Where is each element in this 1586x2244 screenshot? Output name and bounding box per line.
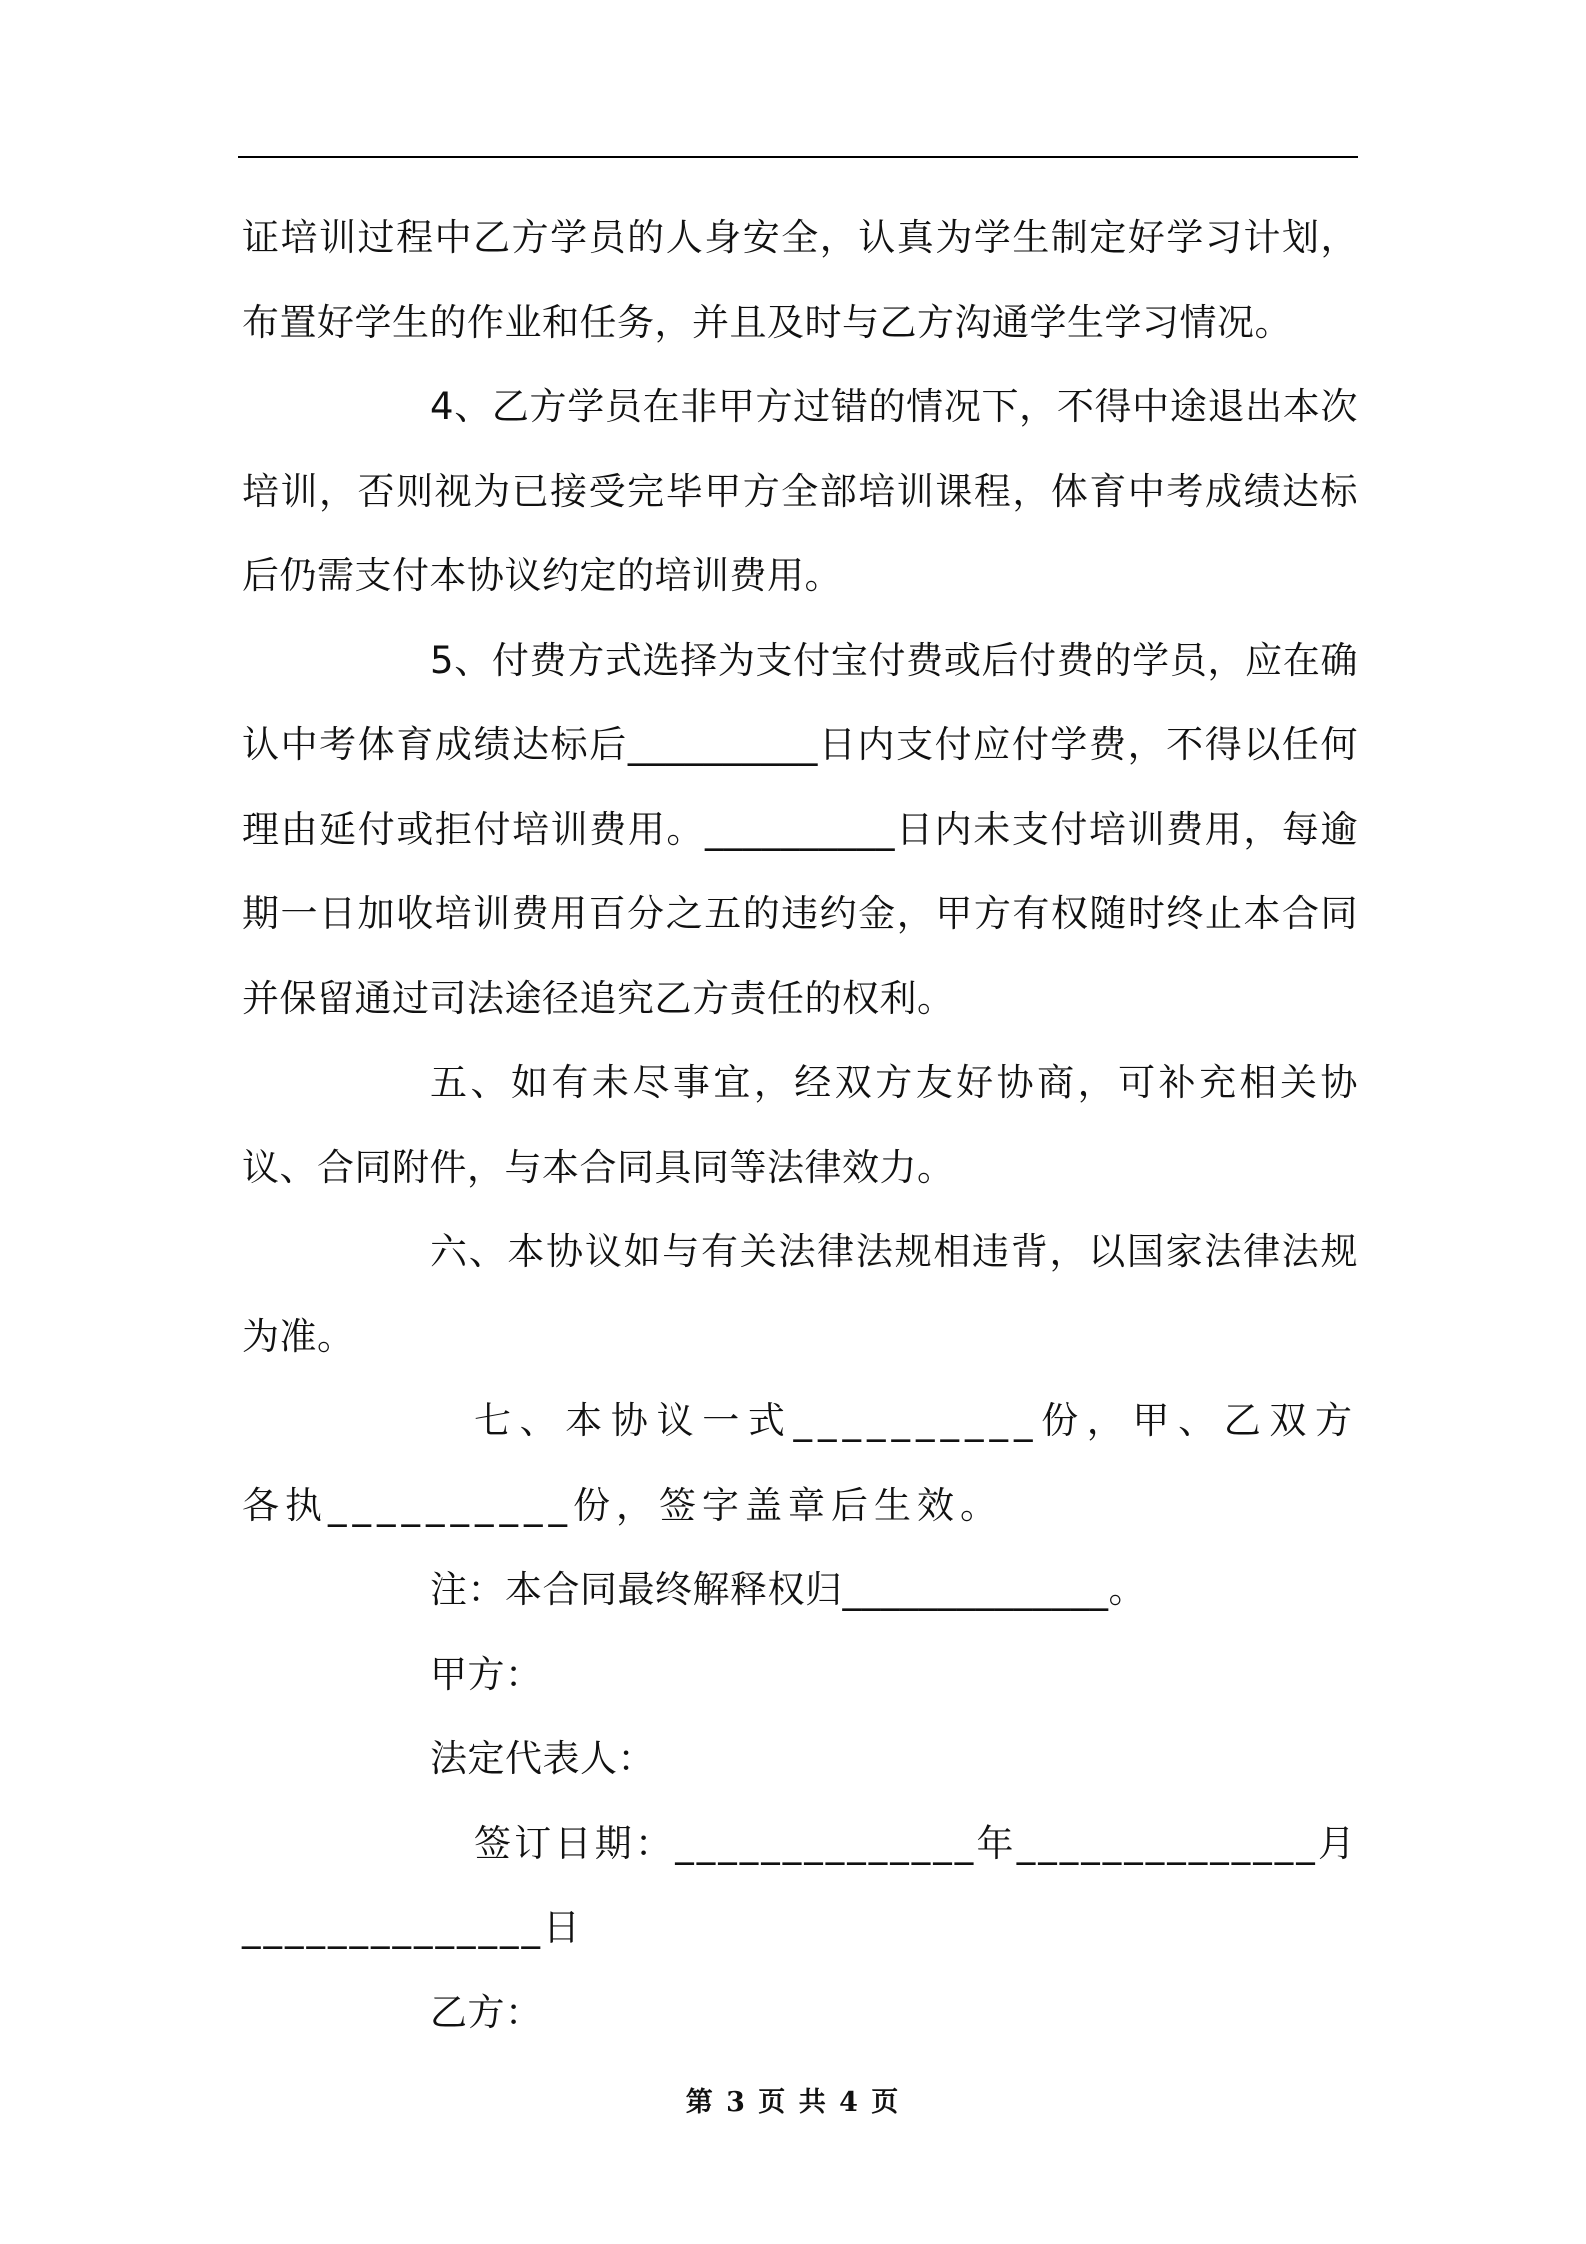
document-body — [242, 196, 1358, 2055]
legal-representative-label: 法定代表人： — [430, 1737, 655, 1780]
signing-date-line: 签订日期：______________年______________月______________日 — [242, 1821, 1358, 1949]
paragraph-clause-4: 4、乙方学员在非甲方过错的情况下，不得中途退出本次培训，否则视为已接受完毕甲方全部培训课程，体育中考成绩达标后仍需支付本协议约定的培训费用。 — [242, 385, 1358, 597]
paragraph-safety-continuation: 证培训过程中乙方学员的人身安全，认真为学生制定好学习计划，布置好学生的作业和任务，并且及时与乙方沟通学生学习情况。 — [242, 216, 1358, 344]
party-a-label: 甲方： — [430, 1652, 543, 1696]
paragraph-article-6: 六、本协议如与有关法律法规相违背，以国家法律法规为准。 — [242, 1230, 1358, 1358]
paragraph-clause-5: 5、付费方式选择为支付宝付费或后付费的学员，应在确认中考体育成绩达标后__________日内支付应付学费，不得以任何理由延付或拒付培训费用。__________日内未支付培训费用，每逾期一日加收培训费用百分之五的违约金，甲方有权随时终止本合同并保留通过司法途径追究乙方责任的权利。 — [242, 638, 1358, 1020]
header-rule — [238, 156, 1358, 158]
paragraph-article-5: 五、如有未尽事宜，经双方友好协商，可补充相关协议、合同附件，与本合同具同等法律效力。 — [242, 1061, 1358, 1189]
paragraph-note: 注：本合同最终解释权归______________。 — [430, 1568, 1146, 1611]
page-number: 第 3 页 共 4 页 — [685, 2087, 901, 2118]
paragraph-article-7: 七、本协议一式__________份，甲、乙双方各执__________份，签字盖章后生效。 — [242, 1399, 1358, 1527]
party-b-label: 乙方： — [430, 1990, 543, 2034]
